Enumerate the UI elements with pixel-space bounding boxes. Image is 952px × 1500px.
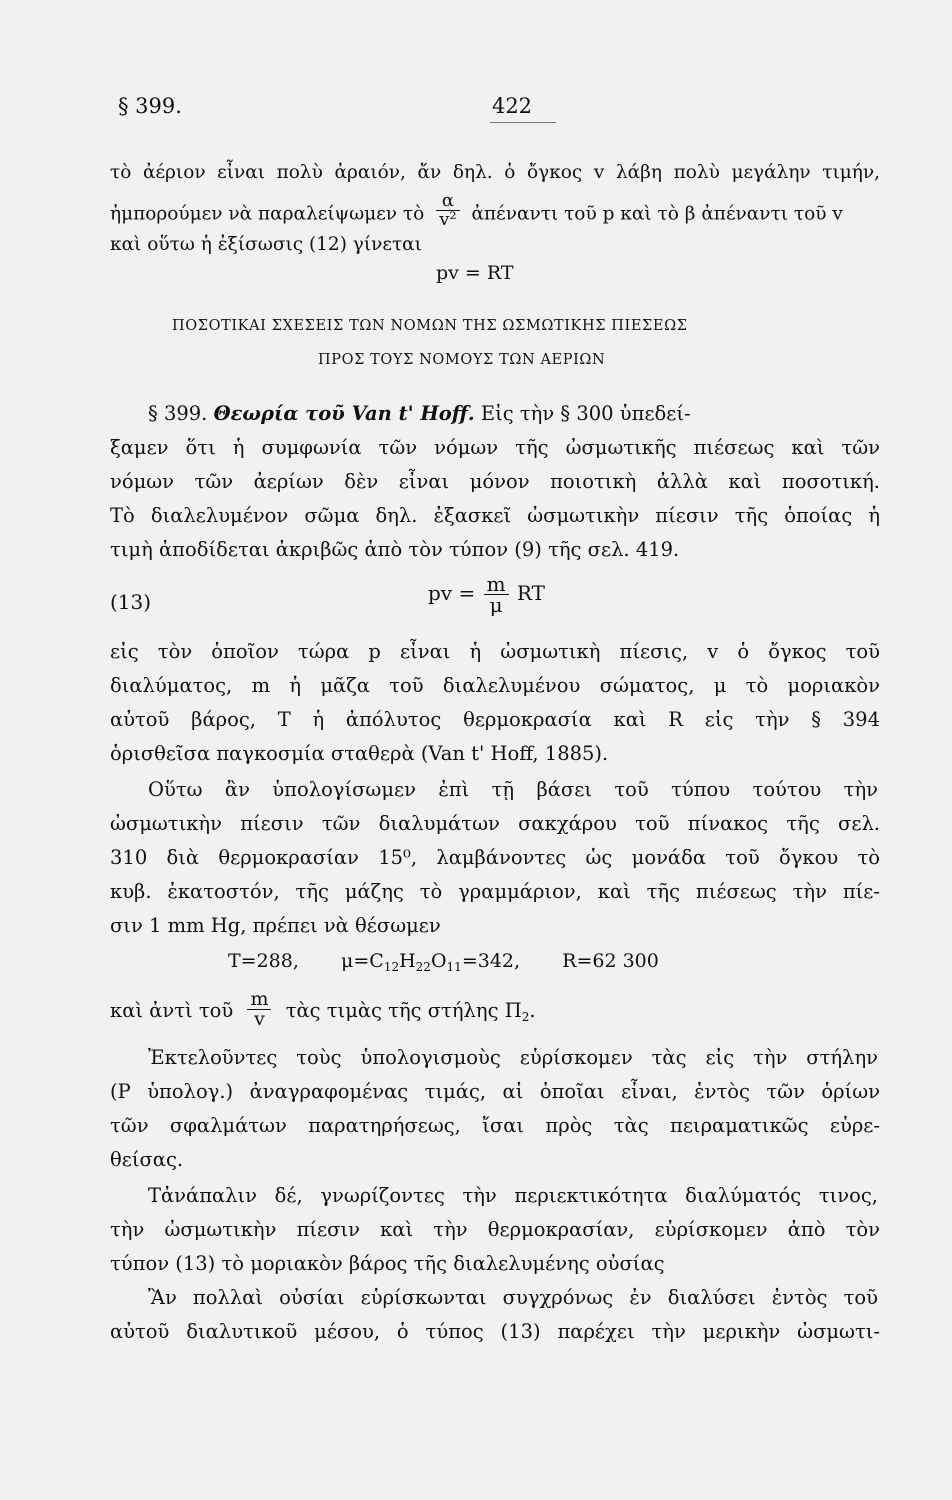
para5-line-1: Τἀνάπαλιν δέ, γνωρίζοντες τὴν περιεκτικότητα διαλύματός τινος, [148, 1184, 878, 1207]
replace-line-a: καὶ ἀντὶ τοῦ [110, 999, 234, 1022]
m-over-mu-fraction [484, 574, 509, 615]
fraction-numerator: α [441, 190, 454, 211]
mu-suffix: =342, [461, 950, 521, 972]
para1-line-1-rest: Εἰς τὴν § 300 ὑπεδεί- [480, 402, 691, 425]
intro-line-3: καὶ οὕτω ἡ ἐξίσωσις (12) γίνεται [110, 234, 422, 255]
replace-line-b: τὰς τιμὰς τῆς στήλης Π [285, 999, 522, 1022]
equation-13-label: (13) [110, 590, 152, 614]
para1-line-1 [148, 402, 878, 425]
para4-line-2: (P ὑπολογ.) ἀναγραφομένας τιμάς, αἱ ὁποῖαι εἶναι, ἐντὸς τῶν ὁρίων [110, 1080, 880, 1103]
para5-line-2: τὴν ὠσμωτικὴν πίεσιν καὶ τὴν θερμοκρασίαν, εὑρίσκομεν ἀπὸ τὸν [110, 1218, 880, 1241]
m-over-v-fraction [247, 990, 271, 1029]
para1-section: § 399. [148, 402, 208, 425]
intro-line-2-a: ἠμπορούμεν νὰ παραλείψωμεν τὸ [110, 203, 425, 225]
alpha-over-v2-fraction [436, 192, 459, 229]
section-heading-line-2: ΠΡΟΣ ΤΟΥΣ ΝΟΜΟΥΣ ΤΩΝ ΑΕΡΙΩΝ [318, 352, 606, 368]
para5-line-3: τύπον (13) τὸ μοριακὸν βάρος τῆς διαλελυμένης οὐσίας [110, 1252, 665, 1275]
equation-13-lhs: pv = [428, 581, 476, 605]
o-symbol: O [430, 950, 447, 972]
header-section: § 399. [118, 94, 182, 118]
equation-13 [428, 574, 545, 615]
para3-line-2: ὠσμωτικὴν πίεσιν τῶν διαλυμάτων σακχάρου τοῦ πίνακος τῆς σελ. [110, 812, 880, 835]
page-number: 422 [482, 94, 542, 118]
replace-line-c: . [529, 999, 536, 1022]
para3-line-1: Οὕτω ἂν ὑπολογίσωμεν ἐπὶ τῇ βάσει τοῦ τύπου τούτου τὴν [148, 778, 878, 801]
para1-line-2: ξαμεν ὅτι ἡ συμφωνία τῶν νόμων τῆς ὠσμωτικῆς πιέσεως καὶ τῶν [110, 436, 880, 459]
para1-line-3: νόμων τῶν ἀερίων δὲν εἶναι μόνον ποιοτικὴ ἀλλὰ καὶ ποσοτική. [110, 470, 880, 493]
intro-line-2-b: ἀπέναντι τοῦ p καὶ τὸ β ἀπέναντι τοῦ v [471, 203, 843, 225]
para3-line-5: σιν 1 mm Hg, πρέπει νὰ θέσωμεν [110, 914, 441, 937]
intro-line-2 [110, 190, 880, 233]
sub-22: 22 [415, 960, 431, 974]
replace-num: m [250, 988, 269, 1010]
running-header [110, 88, 882, 122]
para2-line-2: διαλύματος, m ἡ μᾶζα τοῦ διαλελυμένου σώματος, μ τὸ μοριακὸν [110, 674, 880, 697]
para1-line-5: τιμὴ ἀποδίδεται ἀκριβῶς ἀπὸ τὸν τύπον (9) τῆς σελ. 419. [110, 538, 680, 561]
replace-sub: 2 [521, 1010, 530, 1024]
section-heading-line-1: ΠΟΣΟΤΙΚΑΙ ΣΧΕΣΕΙΣ ΤΩΝ ΝΟΜΩΝ ΤΗΣ ΩΣΜΩΤΙΚΗΣ ΠΙΕΣΕΩΣ [172, 318, 688, 334]
para4-line-1: Ἐκτελοῦντες τοὺς ὑπολογισμοὺς εὑρίσκομεν τὰς εἰς τὴν στήλην [148, 1046, 878, 1069]
para4-line-3: τῶν σφαλμάτων παρατηρήσεως, ἴσαι πρὸς τὰς πειραματικῶς εὑρε- [110, 1114, 880, 1137]
sub-11: 11 [446, 960, 462, 974]
para3-line-4: κυβ. ἑκατοστόν, τῆς μάζης τὸ γραμμάριον, καὶ τῆς πιέσεως τὴν πίε- [110, 880, 880, 903]
value-mu [341, 950, 520, 972]
equation-13-num: m [486, 572, 506, 596]
para6-line-2: αὐτοῦ διαλυτικοῦ μέσου, ὁ τύπος (13) παρέχει τὴν μερικὴν ὠσμωτι- [110, 1320, 880, 1343]
h-symbol: H [399, 950, 416, 972]
value-t: T=288, [228, 950, 299, 972]
para1-line-4: Τὸ διαλελυμένον σῶμα δηλ. ἐξασκεῖ ὠσμωτικὴν πίεσιν τῆς ὁποίας ἡ [110, 504, 880, 527]
intro-line-1: τὸ ἀέριον εἶναι πολὺ ἀραιόν, ἄν δηλ. ὁ ὄγκος v λάβη πολὺ μεγάλην τιμήν, [110, 162, 880, 183]
values-line [228, 950, 659, 974]
para6-line-1: Ἂν πολλαὶ οὐσίαι εὑρίσκωνται συγχρόνως ἐν διαλύσει ἐντὸς τοῦ [148, 1286, 878, 1309]
para1-title: Θεωρία τοῦ Van t' Hoff. [213, 402, 475, 425]
mu-prefix: μ=C [341, 950, 384, 972]
replace-line [110, 988, 880, 1031]
para2-line-4: ὁρισθεῖσα παγκοσμία σταθερὰ (Van t' Hoff, 1885). [110, 742, 609, 765]
equation-13-rhs: RT [516, 581, 545, 605]
equation-13-den: μ [484, 594, 509, 615]
sub-12: 12 [383, 960, 400, 974]
value-r: R=62 300 [562, 950, 659, 972]
equation-pv-rt: pv = RT [436, 262, 514, 284]
para3-line-3: 310 διὰ θερμοκρασίαν 15⁰, λαμβάνοντες ὡς μονάδα τοῦ ὄγκου τὸ [110, 846, 880, 869]
para2-line-3: αὐτοῦ βάρος, T ἡ ἀπόλυτος θερμοκρασία καὶ R εἰς τὴν § 394 [110, 708, 880, 731]
para4-line-4: θείσας. [110, 1148, 184, 1171]
replace-den: v [247, 1009, 271, 1029]
para2-line-1: εἰς τὸν ὁποῖον τώρα p εἶναι ἡ ὠσμωτικὴ πίεσις, v ὁ ὄγκος τοῦ [110, 640, 880, 663]
fraction-denominator: v² [436, 210, 459, 229]
